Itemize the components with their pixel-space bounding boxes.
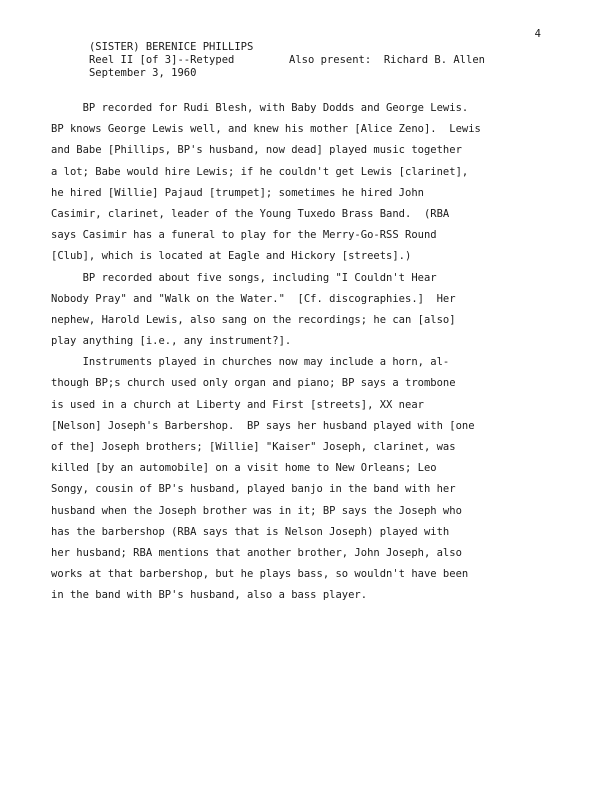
text-line: works at that barbershop, but he plays bass, so wouldn't have been xyxy=(51,568,469,581)
text-line: he hired [Willie] Pajaud [trumpet]; sometimes he hired John xyxy=(51,186,424,199)
page-number: 4 xyxy=(534,28,541,40)
text-line: and Babe [Phillips, BP's husband, now dead] played music together xyxy=(51,144,462,157)
text-line: though BP;s church used only organ and piano; BP says a trombone xyxy=(51,377,456,390)
interviewee-name: (SISTER) BERENICE PHILLIPS xyxy=(88,41,254,53)
header-row-1 xyxy=(51,28,541,53)
text-line: Songy, cousin of BP's husband, played banjo in the band with her xyxy=(51,483,456,496)
interview-date: September 3, 1960 xyxy=(88,67,197,79)
text-line: Casimir, clarinet, leader of the Young Tuxedo Brass Band. (RBA xyxy=(51,207,450,220)
text-line: BP knows George Lewis well, and knew his mother [Alice Zeno]. Lewis xyxy=(51,123,481,136)
text-line: killed [by an automobile] on a visit home to New Orleans; Leo xyxy=(51,462,437,475)
text-line: Instruments played in churches now may include a horn, al- xyxy=(51,356,450,369)
text-line: says Casimir has a funeral to play for the Merry-Go-RSS Round xyxy=(51,229,437,242)
text-line: play anything [i.e., any instrument?]. xyxy=(51,335,292,348)
text-line: of the] Joseph brothers; [Willie] "Kaiser" Joseph, clarinet, was xyxy=(51,441,456,453)
text-line: Nobody Pray" and "Walk on the Water." [Cf. discographies.] Her xyxy=(51,292,456,305)
text-line: BP recorded about five songs, including "I Couldn't Hear xyxy=(51,271,437,284)
text-line: a lot; Babe would hire Lewis; if he couldn't get Lewis [clarinet], xyxy=(51,165,469,178)
text-line: is used in a church at Liberty and First [streets], XX near xyxy=(51,398,424,411)
text-line: husband when the Joseph brother was in it; BP says the Joseph who xyxy=(51,504,462,517)
also-present: Also present: Richard B. Allen xyxy=(289,54,485,66)
page-header xyxy=(51,28,541,79)
text-line: [Nelson] Joseph's Barbershop. BP says her husband played with [one xyxy=(51,419,475,432)
text-line: [Club], which is located at Eagle and Hickory [streets].) xyxy=(51,250,412,263)
text-line: in the band with BP's husband, also a bass player. xyxy=(51,589,368,602)
text-line: her husband; RBA mentions that another brother, John Joseph, also xyxy=(51,546,462,559)
text-line: BP recorded for Rudi Blesh, with Baby Dodds and George Lewis. xyxy=(51,102,469,114)
text-line: nephew, Harold Lewis, also sang on the recordings; he can [also] xyxy=(51,313,456,326)
transcript-body xyxy=(51,98,571,607)
header-row-3 xyxy=(51,54,541,79)
text-line: has the barbershop (RBA says that is Nelson Joseph) played with xyxy=(51,525,450,538)
reel-info: Reel II [of 3]--Retyped xyxy=(88,54,235,66)
